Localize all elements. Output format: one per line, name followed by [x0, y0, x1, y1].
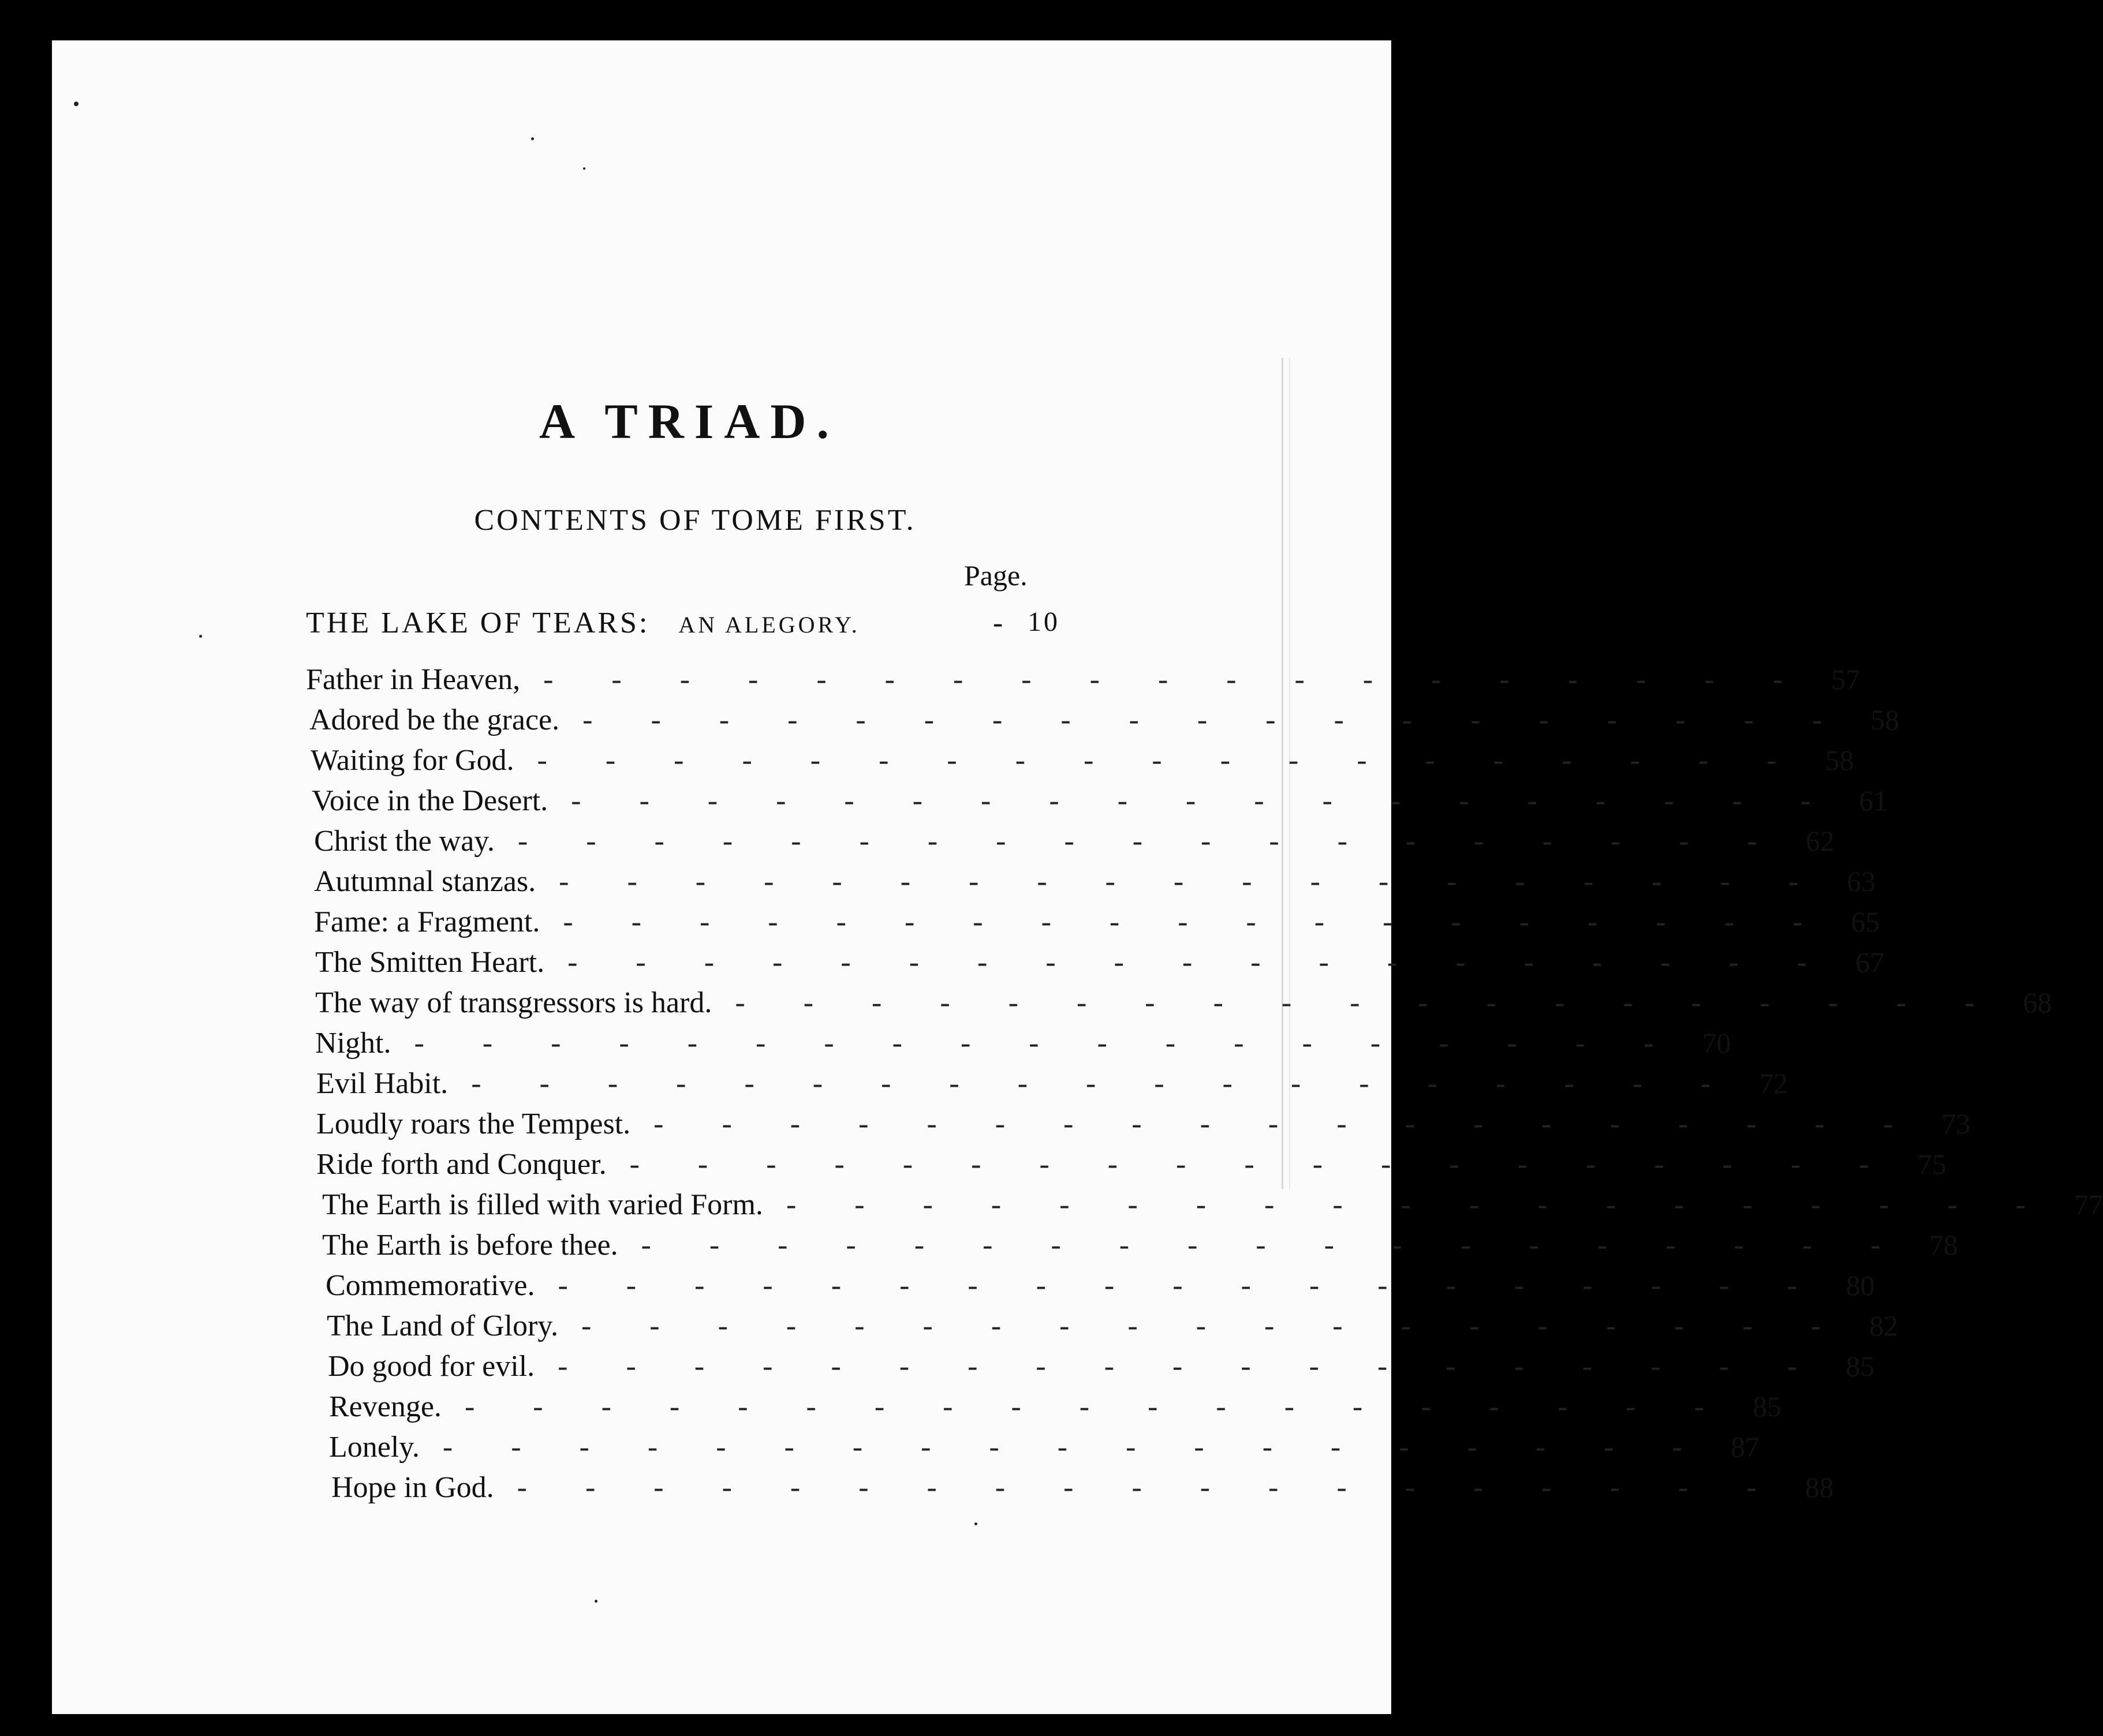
toc-entry-page: 88: [1805, 1471, 1834, 1503]
toc-entry-page: 85: [1752, 1390, 1781, 1423]
toc-entry-title: Hope in God.: [331, 1471, 494, 1504]
contents-heading: CONTENTS OF TOME FIRST.: [474, 504, 916, 537]
toc-entry-title: Evil Habit.: [316, 1067, 449, 1100]
toc-entry: [306, 1026, 1731, 1067]
dot-leader: - - - - - - - - - - - - - - - - - - -: [442, 1431, 1708, 1464]
toc-entry: [306, 905, 1880, 945]
toc-entry-page: 57: [1831, 663, 1861, 695]
dot-leader: - - - - - - - - - - - - - - - - - - -: [567, 946, 1833, 979]
dot-leader: - - - - - - - - - - - - - - - - - - -: [464, 1390, 1730, 1423]
lead-entry-subtitle: AN ALEGORY.: [678, 612, 860, 638]
toc-entry: [306, 1430, 1760, 1471]
toc-entry: [306, 1228, 1958, 1269]
toc-entry: [306, 1309, 1898, 1349]
dot-leader: - - - - - - - - - - - - - - - - - - -: [653, 1108, 1919, 1140]
toc-entry: [306, 1188, 2103, 1228]
toc-entry: [306, 703, 1900, 743]
toc-entry-title: The Land of Glory.: [327, 1310, 558, 1342]
toc-entry: [306, 1067, 1788, 1107]
toc-list: [306, 663, 2103, 1511]
toc-entry-title: Adored be the grace.: [309, 704, 560, 736]
toc-entry: [306, 663, 1861, 703]
dot-leader: - - - - - - - - - - - - - - - - - - -: [559, 865, 1824, 898]
dot-leader: - - - - - - - - - - - - - - - - - - -: [641, 1229, 1906, 1262]
ink-speck: [74, 102, 79, 106]
toc-entry: [306, 1269, 1875, 1309]
dot-leader: - - - - - - - - - - - - - - - - - - -: [414, 1027, 1679, 1060]
toc-entry-title: Ride forth and Conquer.: [316, 1148, 607, 1181]
ink-speck: [583, 167, 585, 170]
dot-leader: - - - - - - - - - - - - - - - - - - -: [517, 1471, 1782, 1504]
toc-entry: [306, 945, 1885, 986]
toc-entry: [306, 1471, 1834, 1511]
dot-leader: - - - - - - - - - - - - - - - - - - -: [582, 704, 1848, 736]
toc-entry-page: 77: [2074, 1188, 2103, 1221]
toc-entry-page: 85: [1846, 1350, 1875, 1382]
dot-leader: - - - - - - - - - - - - - - - - - - -: [471, 1067, 1736, 1100]
toc-entry-title: Autumnal stanzas.: [314, 865, 536, 898]
dot-leader: - - - - - - - - - - - - - - - - - - -: [571, 784, 1836, 817]
toc-entry-title: Christ the way.: [314, 825, 495, 858]
toc-entry-title: Fame: a Fragment.: [314, 906, 540, 938]
toc-entry-title: Revenge.: [329, 1390, 442, 1423]
toc-entry-page: 75: [1917, 1148, 1947, 1180]
toc-entry: [306, 1107, 1971, 1147]
toc-entry-page: 72: [1759, 1067, 1788, 1099]
toc-entry-title: Loudly roars the Tempest.: [316, 1108, 631, 1140]
toc-entry-page: 58: [1825, 744, 1854, 776]
toc-entry-title: The Smitten Heart.: [315, 946, 545, 979]
dot-leader: - - - - - - - - - - - - - - - - - - -: [786, 1188, 2051, 1221]
toc-entry-page: 65: [1851, 906, 1880, 938]
dot-leader: - - - - - - - - - - - - - - - - - - -: [543, 663, 1809, 696]
toc-entry-title: Waiting for God.: [311, 744, 514, 777]
lead-entry-page: 10: [1028, 607, 1060, 637]
ink-speck: [974, 1522, 977, 1525]
toc-entry: [306, 743, 1854, 784]
toc-entry-page: 87: [1730, 1431, 1760, 1463]
lead-toc-entry: [306, 606, 1068, 640]
dot-leader: - - - - - - - - - - - - - - - - - - -: [558, 1350, 1823, 1383]
ink-speck: [199, 635, 202, 638]
toc-entry-page: 68: [2023, 986, 2052, 1019]
dot-leader: - - - - - - - - - - - - - - - - - - -: [517, 825, 1783, 858]
toc-entry-page: 70: [1702, 1027, 1731, 1059]
dot-leader: - - - - - - - - - - - - - - - - - - -: [558, 1269, 1823, 1302]
toc-entry: [306, 824, 1835, 865]
toc-entry-page: 62: [1805, 825, 1835, 857]
toc-entry-title: The Earth is before thee.: [322, 1229, 618, 1262]
toc-entry-title: The Earth is filled with varied Form.: [322, 1188, 763, 1221]
toc-entry: [306, 1147, 1947, 1188]
toc-entry-page: 78: [1929, 1229, 1958, 1261]
toc-entry-title: Commemorative.: [326, 1269, 535, 1302]
dot-leader: - - - - - - - - - - - - - - - - - - -: [563, 906, 1828, 938]
ink-speck: [531, 137, 534, 140]
toc-entry-page: 82: [1869, 1310, 1898, 1342]
toc-entry: [306, 986, 2052, 1026]
dot-leader: - - - - - - - - - - - - - - - - - - -: [629, 1148, 1895, 1181]
toc-entry-title: The way of transgressors is hard.: [315, 986, 712, 1019]
leader-dash: -: [993, 607, 1006, 639]
toc-entry-page: 61: [1859, 784, 1888, 817]
page-column-label: Page.: [964, 559, 1028, 592]
toc-entry-page: 80: [1846, 1269, 1875, 1301]
toc-entry-page: 63: [1847, 865, 1876, 897]
toc-entry-page: 73: [1941, 1108, 1971, 1140]
toc-entry-title: Lonely.: [329, 1431, 420, 1464]
toc-entry-title: Voice in the Desert.: [312, 784, 548, 817]
toc-entry: [306, 865, 1876, 905]
toc-entry: [306, 1390, 1781, 1430]
toc-entry-page: 58: [1870, 704, 1900, 736]
dot-leader: - - - - - - - - - - - - - - - - - - -: [735, 986, 2000, 1019]
dot-leader: - - - - - - - - - - - - - - - - - - -: [581, 1310, 1846, 1342]
toc-entry-title: Do good for evil.: [328, 1350, 535, 1383]
toc-entry-title: Night.: [315, 1027, 391, 1060]
toc-entry-page: 67: [1855, 946, 1885, 978]
lead-entry-title: THE LAKE OF TEARS:: [306, 607, 650, 639]
toc-entry-title: Father in Heaven,: [306, 663, 521, 696]
book-title: A TRIAD.: [539, 394, 839, 449]
toc-entry: [306, 784, 1888, 824]
ink-speck: [595, 1600, 597, 1603]
dot-leader: - - - - - - - - - - - - - - - - - - -: [537, 744, 1802, 777]
toc-entry: [306, 1349, 1875, 1390]
